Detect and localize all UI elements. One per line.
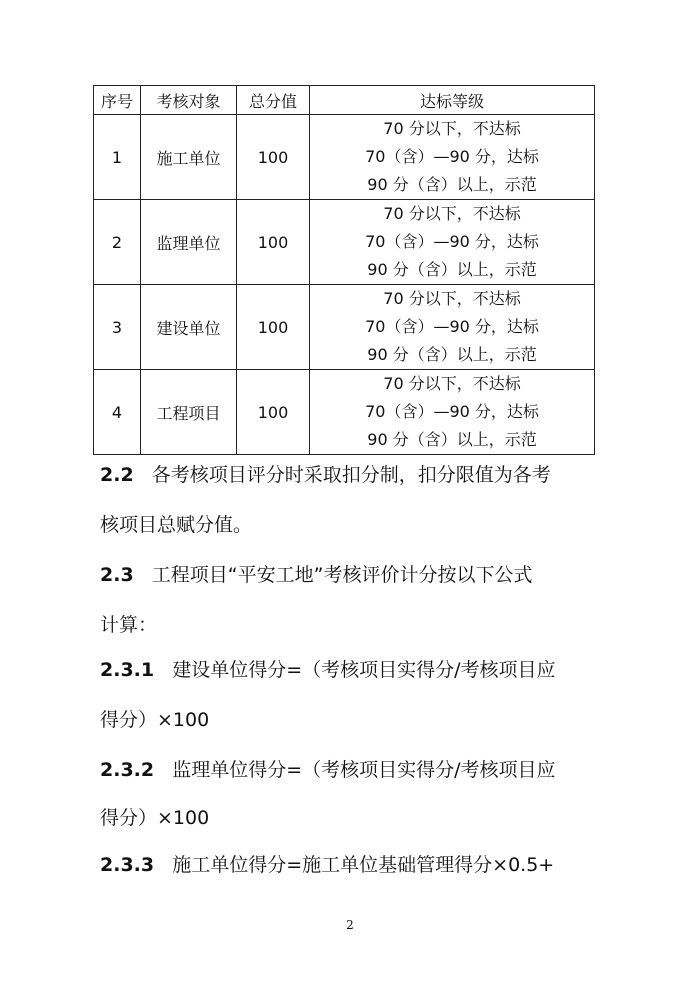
section-2-3-1-line2: 得分）×100 xyxy=(100,709,210,731)
page-number: 2 xyxy=(346,918,354,932)
section-2-3-3-line1 xyxy=(100,850,600,877)
row-levels xyxy=(310,370,595,455)
section-2-3-2-line2: 得分）×100 xyxy=(100,807,210,829)
row-target: 施工单位 xyxy=(141,115,237,200)
row-levels xyxy=(310,285,595,370)
section-2-3-line1 xyxy=(100,560,600,587)
row-levels xyxy=(310,115,595,200)
table-row xyxy=(94,200,595,285)
row-levels xyxy=(310,200,595,285)
section-number: 2.3.1 xyxy=(100,659,155,681)
row-number: 3 xyxy=(94,285,141,370)
section-number: 2.3.3 xyxy=(100,854,155,876)
level-fail: 70 分以下，不达标 xyxy=(383,289,521,308)
header-cell-levels: 达标等级 xyxy=(310,86,595,115)
row-target: 工程项目 xyxy=(141,370,237,455)
section-text: 工程项目“平安工地”考核评价计分按以下公式 xyxy=(151,564,533,586)
level-fail: 70 分以下，不达标 xyxy=(383,374,521,393)
level-model: 90 分（含）以上，示范 xyxy=(367,175,537,194)
level-model: 90 分（含）以上，示范 xyxy=(367,260,537,279)
level-pass: 70（含）—90 分，达标 xyxy=(365,317,539,336)
section-2-3-2-line1 xyxy=(100,755,600,782)
section-2-3-1-line1 xyxy=(100,655,600,682)
header-cell-number: 序号 xyxy=(94,86,141,115)
table-row xyxy=(94,370,595,455)
section-text: 各考核项目评分时采取扣分制，扣分限值为各考 xyxy=(151,464,551,486)
level-pass: 70（含）—90 分，达标 xyxy=(365,402,539,421)
level-pass: 70（含）—90 分，达标 xyxy=(365,147,539,166)
header-cell-score: 总分值 xyxy=(237,86,310,115)
section-number: 2.3.2 xyxy=(100,759,155,781)
section-2-3-line2: 计算： xyxy=(100,614,158,636)
level-model: 90 分（含）以上，示范 xyxy=(367,430,537,449)
row-score: 100 xyxy=(237,115,310,200)
row-number: 4 xyxy=(94,370,141,455)
header-cell-target: 考核对象 xyxy=(141,86,237,115)
level-model: 90 分（含）以上，示范 xyxy=(367,345,537,364)
section-number: 2.3 xyxy=(100,564,134,586)
row-number: 2 xyxy=(94,200,141,285)
grade-table xyxy=(93,85,595,455)
section-2-2-line2: 核项目总赋分值。 xyxy=(100,514,253,536)
table-row xyxy=(94,285,595,370)
section-text: 施工单位得分=施工单位基础管理得分×0.5+ xyxy=(172,854,555,876)
row-target: 监理单位 xyxy=(141,200,237,285)
section-text: 建设单位得分=（考核项目实得分/考核项目应 xyxy=(172,659,556,681)
section-text: 监理单位得分=（考核项目实得分/考核项目应 xyxy=(172,759,556,781)
section-2-2-line1 xyxy=(100,460,600,487)
table-header-row xyxy=(94,86,595,115)
row-number: 1 xyxy=(94,115,141,200)
section-number: 2.2 xyxy=(100,464,134,486)
level-pass: 70（含）—90 分，达标 xyxy=(365,232,539,251)
row-score: 100 xyxy=(237,370,310,455)
row-score: 100 xyxy=(237,285,310,370)
level-fail: 70 分以下，不达标 xyxy=(383,119,521,138)
table-row xyxy=(94,115,595,200)
row-target: 建设单位 xyxy=(141,285,237,370)
level-fail: 70 分以下，不达标 xyxy=(383,204,521,223)
row-score: 100 xyxy=(237,200,310,285)
